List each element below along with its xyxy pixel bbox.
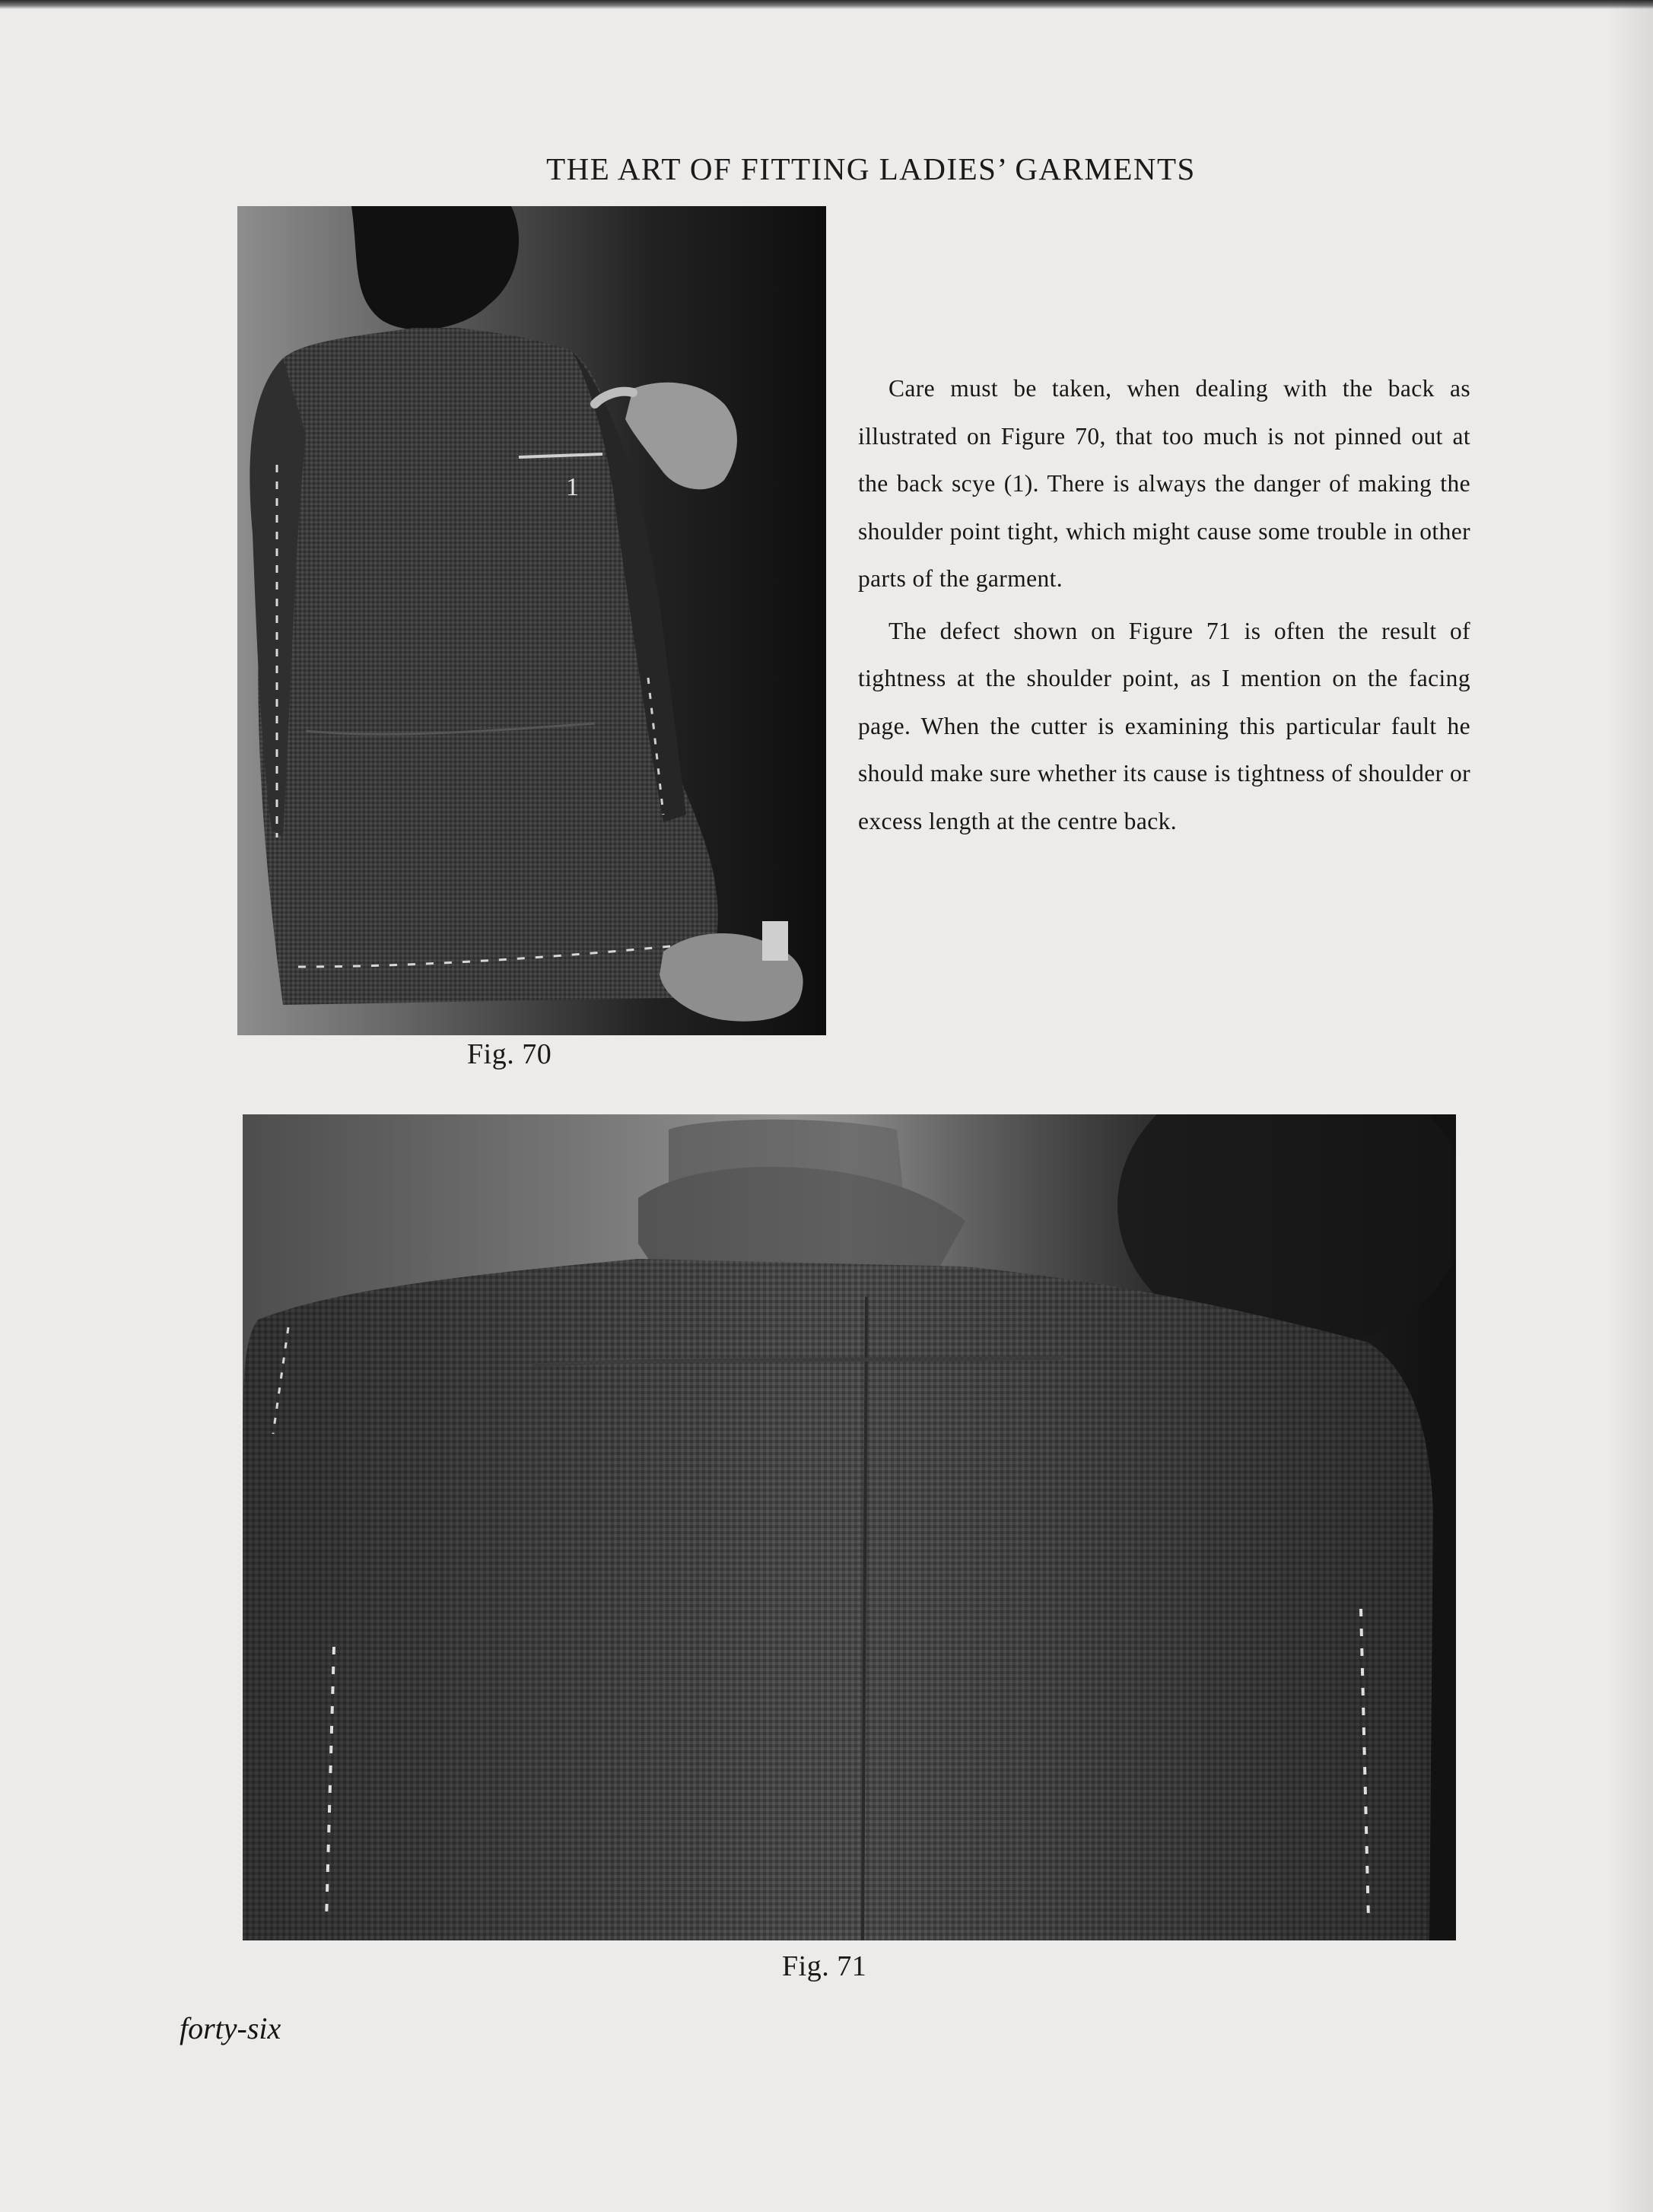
- running-head: THE ART OF FITTING LADIES’ GARMENTS: [546, 151, 1196, 186]
- fig-70-marker: 1: [566, 473, 579, 501]
- paragraph-2: The defect shown on Figure 71 is often the result of tightness at the shoulder point, as I mention on the facing page. When the cutter is examining this particular fault he should make sure whether its cause is tightness of shoulder or excess length at the centre back.: [858, 617, 1470, 834]
- paragraph-1: Care must be taken, when dealing with the back as illustrated on Figure 70, that too much is not pinned out at the back scye (1). There is always the danger of making the shoulder point tight, which might cause some trouble in other parts of the garment.: [858, 375, 1470, 592]
- fig-70-photo: [237, 206, 826, 1035]
- page-number: forty-six: [180, 2011, 281, 2045]
- fig-71-illustration: [243, 1114, 1456, 1940]
- page-gutter-shadow: [1607, 0, 1653, 2212]
- page-top-edge: [0, 0, 1653, 9]
- body-text: [858, 365, 1470, 850]
- fig-71-photo: [243, 1114, 1456, 1940]
- fig-70-caption: Fig. 70: [467, 1038, 552, 1070]
- fig-70-illustration: [237, 206, 826, 1035]
- fig-71-caption: Fig. 71: [782, 1950, 867, 1982]
